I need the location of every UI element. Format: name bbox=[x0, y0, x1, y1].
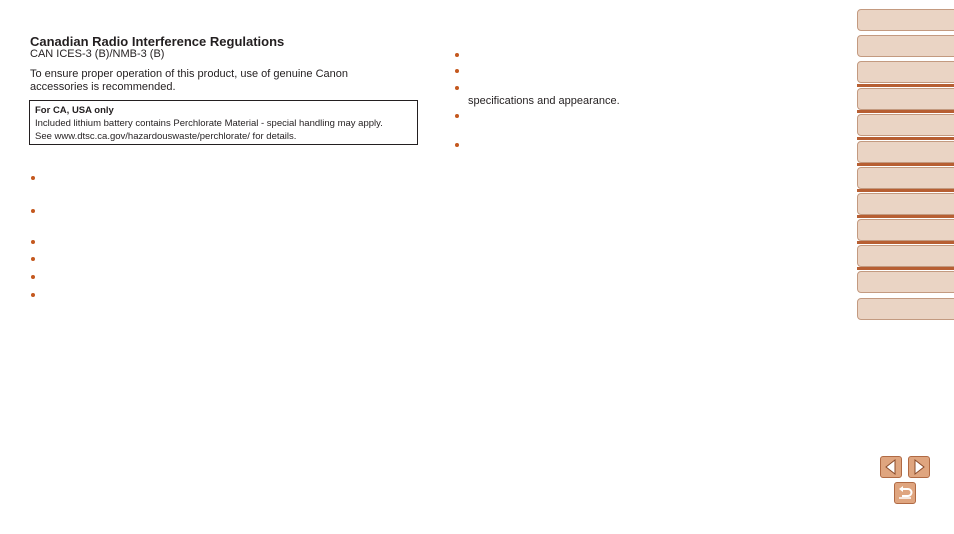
tab-divider bbox=[857, 84, 954, 87]
bullet-marker bbox=[455, 86, 459, 90]
chapter-tab[interactable] bbox=[857, 35, 954, 57]
perchlorate-notice-box bbox=[29, 100, 418, 145]
bullet-marker bbox=[31, 257, 35, 261]
notice-title: For CA, USA only bbox=[35, 105, 114, 116]
chapter-tab[interactable] bbox=[857, 193, 954, 215]
triangle-left-icon bbox=[881, 457, 901, 477]
notice-line1: Included lithium battery contains Perchlorate Material - special handling may apply. bbox=[35, 118, 383, 129]
bullet-marker bbox=[31, 209, 35, 213]
next-page-button[interactable] bbox=[908, 456, 930, 478]
chapter-tab[interactable] bbox=[857, 219, 954, 241]
bullet-marker bbox=[31, 176, 35, 180]
section-title: Canadian Radio Interference Regulations bbox=[30, 34, 285, 49]
accessory-note-line2: accessories is recommended. bbox=[30, 81, 176, 93]
triangle-right-icon bbox=[909, 457, 929, 477]
continuation-text: specifications and appearance. bbox=[468, 95, 620, 107]
tab-divider bbox=[857, 163, 954, 166]
chapter-tab[interactable] bbox=[857, 167, 954, 189]
chapter-tab[interactable] bbox=[857, 298, 954, 320]
bullet-marker bbox=[455, 143, 459, 147]
tab-divider bbox=[857, 267, 954, 270]
tab-divider bbox=[857, 189, 954, 192]
tab-divider bbox=[857, 241, 954, 244]
bullet-marker bbox=[455, 69, 459, 73]
chapter-tab[interactable] bbox=[857, 9, 954, 31]
chapter-tab[interactable] bbox=[857, 61, 954, 83]
bullet-marker bbox=[455, 53, 459, 57]
chapter-tab[interactable] bbox=[857, 88, 954, 110]
chapter-tab[interactable] bbox=[857, 141, 954, 163]
chapter-tab[interactable] bbox=[857, 245, 954, 267]
accessory-note-line1: To ensure proper operation of this product, use of genuine Canon bbox=[30, 68, 348, 80]
bullet-marker bbox=[31, 240, 35, 244]
return-button[interactable] bbox=[894, 482, 916, 504]
return-arrow-icon bbox=[895, 483, 915, 503]
standard-text: CAN ICES-3 (B)/NMB-3 (B) bbox=[30, 48, 165, 60]
notice-line2: See www.dtsc.ca.gov/hazardouswaste/perchlorate/ for details. bbox=[35, 131, 297, 142]
previous-page-button[interactable] bbox=[880, 456, 902, 478]
chapter-tab[interactable] bbox=[857, 271, 954, 293]
chapter-tab[interactable] bbox=[857, 114, 954, 136]
tab-divider bbox=[857, 215, 954, 218]
tab-divider bbox=[857, 137, 954, 140]
bullet-marker bbox=[31, 293, 35, 297]
bullet-marker bbox=[31, 275, 35, 279]
tab-divider bbox=[857, 110, 954, 113]
bullet-marker bbox=[455, 114, 459, 118]
